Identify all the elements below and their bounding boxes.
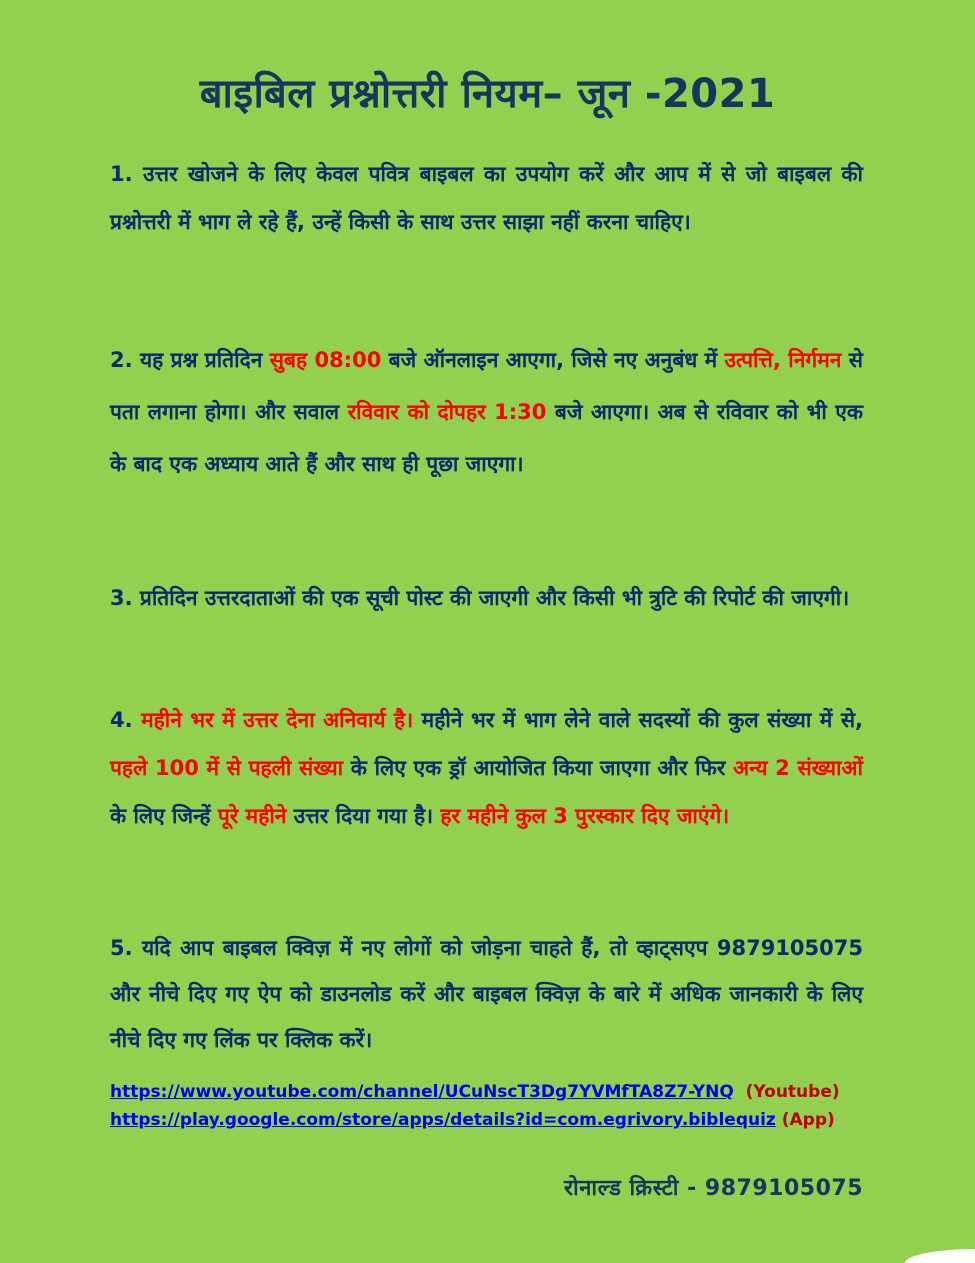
rule-1-text: 1. उत्तर खोजने के लिए केवल पवित्र बाइबल का उपयोग करें और आप में से जो बाइबल की प्रश्नोत्तरी में भाग ले रहे हैं, उन्हें किसी के साथ उत्तर साझा नहीं करना चाहिए। — [110, 162, 863, 234]
rule-2-highlight-books: उत्पत्ति, निर्गमन — [724, 348, 842, 372]
rule-3-text: 3. प्रतिदिन उत्तरदाताओं की एक सूची पोस्ट की जाएगी और किसी भी त्रुटि की रिपोर्ट की जाएगी। — [110, 586, 850, 610]
rule-1 — [110, 150, 863, 246]
rule-2-highlight-sunday: रविवार को दोपहर 1:30 — [347, 400, 547, 424]
youtube-link[interactable]: https://www.youtube.com/channel/UCuNscT3Dg7YVMfTA8Z7-YNQ — [110, 1082, 734, 1102]
app-link-row — [110, 1106, 870, 1134]
rule-2-text: 2. यह प्रश्न प्रतिदिन — [110, 348, 270, 372]
rule-4-highlight-first: पहले 100 में से पहली संख्या — [110, 756, 344, 780]
rule-2-highlight-time: सुबह 08:00 — [269, 348, 382, 372]
youtube-tag: (Youtube) — [745, 1082, 840, 1102]
rule-4-highlight-month: पूरे महीने — [217, 804, 287, 828]
rule-4-text: महीने भर में भाग लेने वाले सदस्यों की कुल संख्या में से, — [413, 708, 863, 732]
rule-2-text: बजे आएगा। अब से रविवार को भी एक के बाद एक अध्याय आते हैं और साथ ही पूछा जाएगा। — [110, 400, 863, 476]
page-title: बाइबिल प्रश्नोत्तरी नियम– जून -2021 — [199, 71, 776, 117]
rule-4-text: के लिए जिन्हें — [110, 804, 218, 828]
app-link[interactable]: https://play.google.com/store/apps/details?id=com.egrivory.biblequiz — [110, 1110, 776, 1130]
rule-2-text: से पता लगाना होगा। और सवाल — [110, 348, 863, 424]
rule-5 — [110, 925, 863, 1063]
rule-5-text: 5. यदि आप बाइबल क्विज़ में नए लोगों को जोड़ना चाहते हैं, तो व्हाट्सएप 9879105075 और नीचे दिए गए ऐप को डाउनलोड करें और बाइबल क्विज़ के बारे में अधिक जानकारी के लिए नीचे दिए गए लिंक पर क्लिक करें। — [110, 936, 863, 1052]
signature: रोनाल्ड क्रिस्टी - 9879105075 — [564, 1176, 863, 1201]
app-tag: (App) — [781, 1110, 835, 1130]
rule-2-text: बजे ऑनलाइन आएगा, जिसे नए अनुबंध में — [381, 348, 725, 372]
youtube-link-row — [110, 1078, 870, 1106]
rule-4-text: के लिए एक ड्रॉ आयोजित किया जाएगा और फिर — [343, 756, 734, 780]
rule-4-text: 4. — [110, 708, 142, 732]
rule-4-text: उत्तर दिया गया है। — [286, 804, 441, 828]
rule-3 — [110, 574, 863, 622]
rule-4-highlight-prizes: हर महीने कुल 3 पुरस्कार दिए जाएंगे। — [440, 804, 730, 828]
corner-decoration — [905, 1249, 975, 1263]
rule-2 — [110, 334, 863, 490]
links-section — [110, 1078, 870, 1134]
rule-4-highlight-mandatory: महीने भर में उत्तर देना अनिवार्य है। — [141, 708, 414, 732]
rule-4-highlight-others: अन्य 2 संख्याओं — [733, 756, 864, 780]
rule-4 — [110, 696, 863, 840]
